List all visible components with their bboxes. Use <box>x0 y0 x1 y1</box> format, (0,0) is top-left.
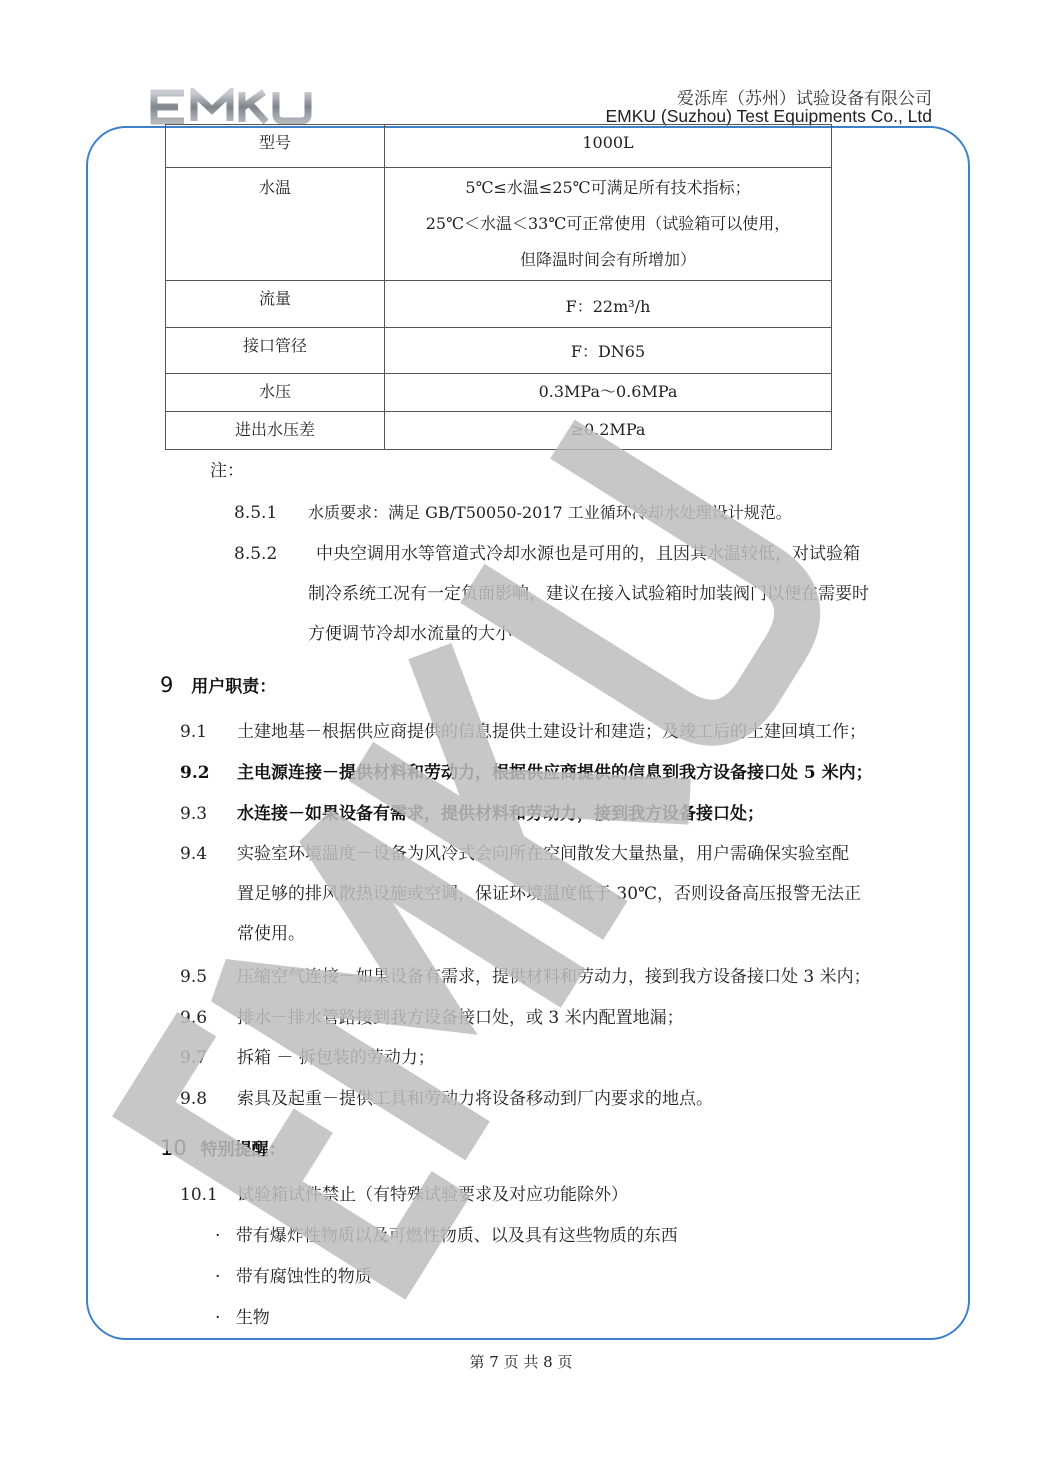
table-value-cell: F：22m³/h <box>385 281 832 328</box>
section-number: 10 <box>160 1136 187 1160</box>
item-number: 9.1 <box>180 722 208 742</box>
item-text: 常使用。 <box>237 924 305 944</box>
bullet-dot-icon: · <box>215 1226 221 1246</box>
item-number: 9.6 <box>180 1008 208 1028</box>
table-key-cell: 进出水压差 <box>166 412 385 450</box>
note-number: 8.5.1 <box>234 503 278 523</box>
item-number: 9.3 <box>180 804 208 824</box>
table-value-cell: 0.3MPa～0.6MPa <box>385 374 832 412</box>
company-name-cn: 爱泺库（苏州）试验设备有限公司 <box>677 89 932 109</box>
company-name-en: EMKU (Suzhou) Test Equipments Co., Ltd <box>605 106 932 126</box>
item-text: 压缩空气连接－如果设备有需求，提供材料和劳动力，接到我方设备接口处 3 米内； <box>237 967 871 987</box>
emku-logo <box>150 88 316 126</box>
table-key-cell: 流量 <box>166 281 385 328</box>
item-number: 9.5 <box>180 967 208 987</box>
water-spec-table <box>165 124 832 450</box>
item-text: 排水－排水管路接到我方设备接口处，或 3 米内配置地漏； <box>237 1008 684 1028</box>
note-text: 水质要求：满足 GB/T50050-2017 工业循环冷却水处理设计规范。 <box>308 503 792 522</box>
note-text: 制冷系统工况有一定负面影响，建议在接入试验箱时加装阀门以便在需要时 <box>308 584 869 604</box>
item-text: 拆箱 － 拆包装的劳动力； <box>237 1048 435 1068</box>
page-footer: 第 7 页 共 8 页 <box>469 1353 573 1371</box>
section-heading <box>160 672 276 697</box>
table-value-cell: 1000L <box>385 125 832 168</box>
bullet-text: 带有爆炸性物质以及可燃性物质、以及具有这些物质的东西 <box>235 1226 678 1246</box>
item-text: 水连接－如果设备有需求，提供材料和劳动力，接到我方设备接口处； <box>237 804 764 824</box>
table-row <box>166 125 832 168</box>
item-text: 试验箱试件禁止（有特殊试验要求及对应功能除外） <box>237 1185 628 1205</box>
bullet-text: 带有腐蚀性的物质 <box>235 1267 372 1287</box>
bullet-dot-icon: · <box>215 1267 221 1287</box>
item-text: 置足够的排风散热设施或空调，保证环境温度低于 30℃，否则设备高压报警无法正 <box>237 884 862 904</box>
table-value-cell: F：DN65 <box>385 328 832 374</box>
section-title: 用户职责： <box>191 677 277 697</box>
table-row <box>166 281 832 328</box>
bullet-dot-icon: · <box>215 1308 221 1328</box>
item-text: 主电源连接－提供材料和劳动力，根据供应商提供的信息到我方设备接口处 5 米内； <box>237 763 873 783</box>
table-value-cell: 5℃≤水温≤25℃可满足所有技术指标； 25℃＜水温＜33℃可正常使用（试验箱可以使用， 但降温时间会有所增加） <box>385 168 832 281</box>
table-row <box>166 412 832 450</box>
section-heading <box>160 1135 286 1160</box>
note-label: 注： <box>210 461 244 481</box>
table-key-cell: 型号 <box>166 125 385 168</box>
note-number: 8.5.2 <box>234 544 278 564</box>
section-title: 特别提醒： <box>200 1140 286 1160</box>
bullet-item <box>215 1266 372 1288</box>
table-key-cell: 水压 <box>166 374 385 412</box>
item-text: 土建地基－根据供应商提供的信息提供土建设计和建造；及竣工后的土建回填工作； <box>237 722 866 742</box>
bullet-item <box>215 1307 270 1329</box>
note-text: 方便调节冷却水流量的大小 <box>308 624 512 644</box>
item-number: 9.2 <box>180 763 210 783</box>
item-text: 实验室环境温度－设备为风冷式会向所在空间散发大量热量，用户需确保实验室配 <box>237 844 849 864</box>
table-key-cell: 水温 <box>166 168 385 281</box>
table-row <box>166 328 832 374</box>
bullet-text: 生物 <box>235 1308 270 1328</box>
table-row <box>166 374 832 412</box>
item-text: 索具及起重－提供工具和劳动力将设备移动到厂内要求的地点。 <box>237 1089 713 1109</box>
item-number: 9.4 <box>180 844 208 864</box>
table-key-cell: 接口管径 <box>166 328 385 374</box>
item-number: 10.1 <box>180 1185 218 1205</box>
bullet-item <box>215 1225 678 1247</box>
section-number: 9 <box>160 673 174 697</box>
table-value-cell: ≥0.2MPa <box>385 412 832 450</box>
note-text: 中央空调用水等管道式冷却水源也是可用的，且因其水温较低，对试验箱 <box>316 544 860 564</box>
item-number: 9.8 <box>180 1089 208 1109</box>
item-number: 9.7 <box>180 1048 208 1068</box>
table-row <box>166 168 832 281</box>
